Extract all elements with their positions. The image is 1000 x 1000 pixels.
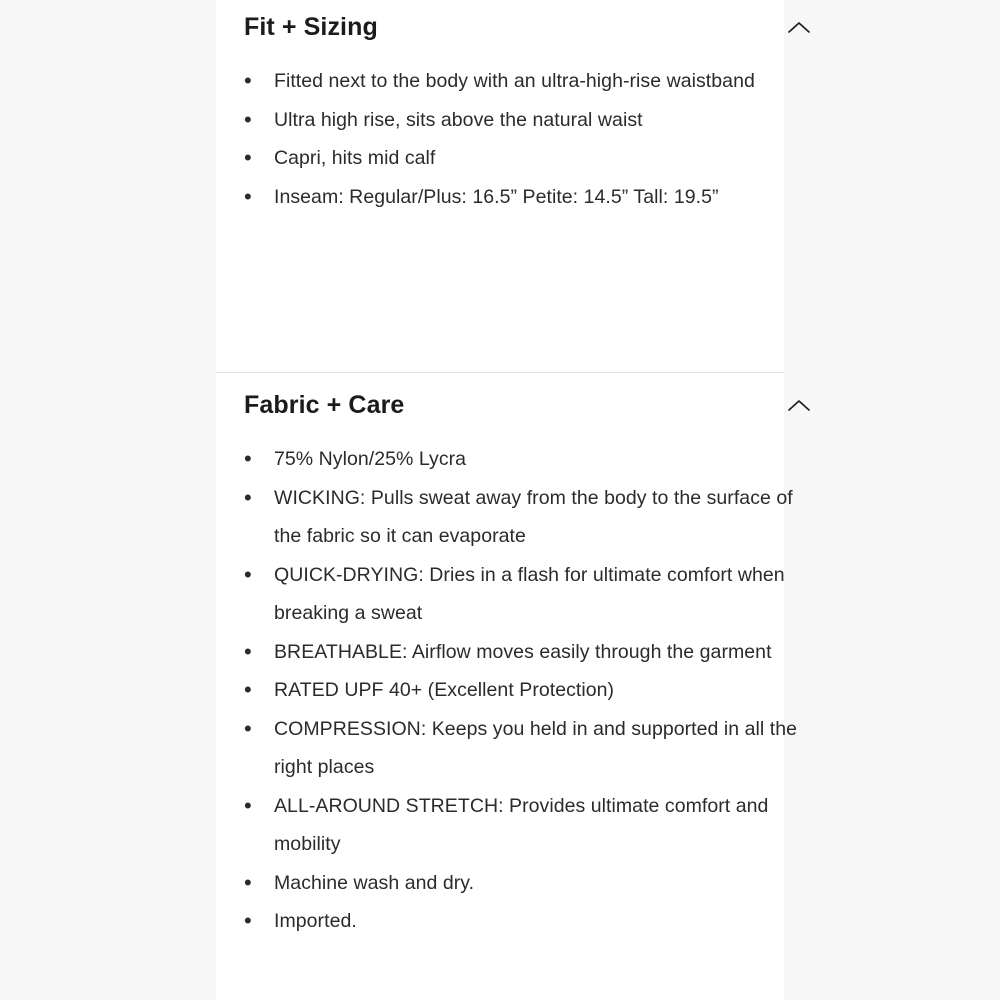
list-item: • WICKING: Pulls sweat away from the body to the surface of the fabric so it can evaporate [244,479,812,556]
bullet-list-fabric-care [244,440,812,941]
section-fit-sizing [216,0,840,216]
list-item: • Inseam: Regular/Plus: 16.5” Petite: 14.5” Tall: 19.5” [244,178,812,217]
list-item: • Machine wash and dry. [244,864,812,903]
section-header-fabric-care[interactable] [244,378,812,422]
list-item: • RATED UPF 40+ (Excellent Protection) [244,671,812,710]
list-item: • Capri, hits mid calf [244,139,812,178]
chevron-up-icon[interactable] [786,392,812,418]
list-item: • ALL-AROUND STRETCH: Provides ultimate comfort and mobility [244,787,812,864]
section-fabric-care [216,378,840,941]
section-divider [216,372,784,373]
section-header-fit-sizing[interactable] [244,0,812,44]
product-details-panel [216,0,798,1000]
bullet-list-fit-sizing [244,62,812,216]
scrollbar-track[interactable] [777,0,784,1000]
list-item: • Ultra high rise, sits above the natural waist [244,101,812,140]
chevron-up-icon[interactable] [786,14,812,40]
section-title: Fabric + Care [244,391,405,419]
list-item: • QUICK-DRYING: Dries in a flash for ultimate comfort when breaking a sweat [244,556,812,633]
list-item: • Imported. [244,902,812,941]
left-background [0,0,216,1000]
list-item: • COMPRESSION: Keeps you held in and supported in all the right places [244,710,812,787]
list-item: • Fitted next to the body with an ultra-high-rise waistband [244,62,812,101]
list-item: • BREATHABLE: Airflow moves easily through the garment [244,633,812,672]
list-item: • 75% Nylon/25% Lycra [244,440,812,479]
section-title: Fit + Sizing [244,13,378,41]
